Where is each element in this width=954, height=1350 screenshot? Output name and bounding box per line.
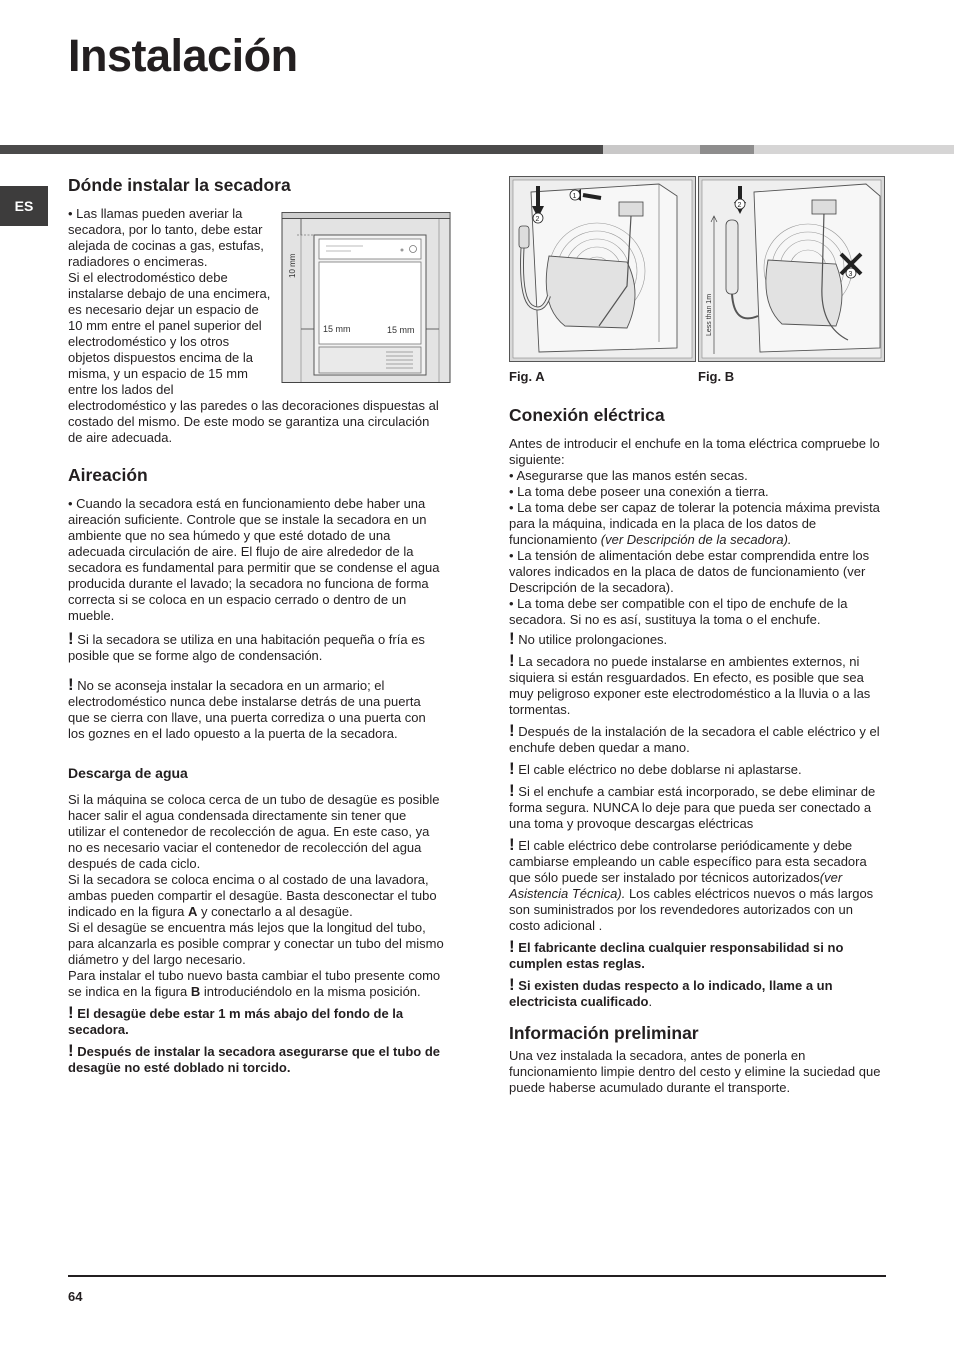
ventilation-paragraph-1: • Cuando la secadora está en funcionamiento debe haber una aireación suficiente. Controle que se instale la secadora en un ambiente que no sea húmedo y que esté dotado de una adecuada circulación de aire. El flujo de aire alrededor de la secadora es fundamental para permitir que se condense el agua producida durante el lavado; la secadora no funciona de forma correcta si se coloca en un espacio cerrado o dentro de un mueble. bbox=[68, 496, 440, 623]
warning-icon: ! bbox=[68, 675, 74, 694]
electrical-intro: Antes de introducir el enchufe en la toma eléctrica compruebe lo siguiente: bbox=[509, 436, 880, 467]
warning-text: Si la secadora se utiliza en una habitación pequeña o fría es posible que se forme algo de condensación. bbox=[68, 632, 425, 663]
electrical-warning-5 bbox=[509, 781, 887, 832]
footer-rule bbox=[68, 1275, 886, 1277]
drain-paragraph-3: Si el desagüe se encuentra más lejos que la longitud del tubo, para alcanzarla es posible comprar y conectar un tubo del mismo diámetro y del largo necesario. bbox=[68, 920, 444, 967]
section-heading-preliminary: Información preliminar bbox=[509, 1023, 699, 1043]
step-3-label: 3 bbox=[848, 271, 853, 278]
warning-icon: ! bbox=[509, 721, 515, 740]
warning-icon: ! bbox=[509, 759, 515, 778]
drain-paragraph-4: Para instalar el tubo nuevo basta cambiar el tubo presente como se indica en la figura B introduciéndolo en la misma posición. bbox=[68, 968, 441, 999]
label-right-gap: 15 mm bbox=[387, 325, 415, 335]
label-left-gap: 15 mm bbox=[323, 324, 351, 334]
warning-text: Después de la instalación de la secadora el cable eléctrico y el enchufe deben quedar a mano. bbox=[509, 724, 880, 755]
warning-text: No utilice prolongaciones. bbox=[518, 632, 668, 647]
step-2-label-b: 2 bbox=[737, 202, 742, 209]
electrical-warning-7 bbox=[509, 937, 887, 972]
electrical-warning-8: ! Si existen dudas respecto a lo indicado, llame a un electricista cualificado. bbox=[509, 975, 833, 1009]
drain-paragraph-1: Si la máquina se coloca cerca de un tubo de desagüe es posible hacer salir el agua condensada directamente sin tener que utilizar el contenedor de recolección de agua. En este caso, ya no es necesario vaciar el contenedor de recolección del agua después de cada ciclo. bbox=[68, 792, 440, 871]
page-number: 64 bbox=[68, 1289, 83, 1304]
right-column bbox=[509, 404, 887, 1096]
warning-text: El fabricante declina cualquier responsabilidad si no cumplen estas reglas. bbox=[509, 940, 844, 971]
electrical-warning-2 bbox=[509, 651, 887, 718]
warning-icon: ! bbox=[509, 975, 515, 994]
header-bar-light bbox=[754, 145, 954, 154]
warning-text: Si el enchufe a cambiar está incorporado, se debe eliminar de forma segura. NUNCA lo deje para que pueda ser conectado a una toma y provoque descargas eléctricas bbox=[509, 784, 876, 831]
figure-b bbox=[698, 176, 885, 362]
clearance-figure bbox=[281, 212, 451, 384]
section-heading-electrical: Conexión eléctrica bbox=[509, 405, 665, 425]
language-tab: ES bbox=[0, 186, 48, 226]
label-top-gap: 10 mm bbox=[288, 253, 297, 278]
drain-warning-2 bbox=[68, 1041, 445, 1076]
warning-text: Después de instalar la secadora asegurarse que el tubo de desagüe no esté doblado ni torcido. bbox=[68, 1044, 440, 1075]
warning-icon: ! bbox=[68, 1003, 74, 1022]
section-heading-where: Dónde instalar la secadora bbox=[68, 175, 291, 195]
step-2-label: 2 bbox=[535, 216, 540, 223]
electrical-bullet-5: • La toma debe ser compatible con el tipo de enchufe de la secadora. Si no es así, sustituya la toma o el enchufe. bbox=[509, 596, 848, 627]
section-heading-drain: Descarga de agua bbox=[68, 765, 188, 781]
electrical-bullet-3: • La toma debe ser capaz de tolerar la potencia máxima prevista para la máquina, indicada en la placa de los datos de funcionamiento (ver Descripción de la secadora). bbox=[509, 500, 880, 547]
less-than-label: Less than 1m bbox=[706, 293, 713, 336]
where-paragraph-2: Si el electrodoméstico debe instalarse debajo de una encimera, es necesario dejar un espacio de 10 mm entre el panel superior del electrodoméstico y los otros objetos dispuestos encima de la misma, y un espacio de 15 mm entre los lados del electrodoméstico y las paredes o las decoraciones dispuestas al costado del mismo. De este modo se garantiza una circulación de aire adecuada. bbox=[68, 270, 439, 445]
drain-warning-1 bbox=[68, 1003, 445, 1038]
warning-icon: ! bbox=[68, 629, 74, 648]
electrical-warning-1 bbox=[509, 629, 887, 648]
ventilation-warning-2 bbox=[68, 675, 445, 742]
electrical-bullet-4: • La tensión de alimentación debe estar comprendida entre los valores indicados en la placa de datos de funcionamiento (ver Descripción de la secadora). bbox=[509, 548, 870, 595]
figure-a bbox=[509, 176, 696, 362]
page-title: Instalación bbox=[68, 30, 298, 81]
electrical-warning-6: ! El cable eléctrico debe controlarse periódicamente y debe cambiarse empleando un cable específico para esta secadora que sólo puede ser instalado por técnicos autorizados(ver Asistencia Técnica). Los cables eléctricos nuevos o más largos son suministrados por los revendedores autorizados con un costo adicional . bbox=[509, 835, 874, 933]
header-bar-mid-2 bbox=[700, 145, 754, 154]
electrical-warning-4 bbox=[509, 759, 887, 778]
step-1-label: 1 bbox=[572, 193, 577, 200]
header-bar-dark bbox=[0, 145, 603, 154]
warning-text: No se aconseja instalar la secadora en un armario; el electrodoméstico nunca debe instalarse detrás de una puerta que se cierra con llave, una puerta corrediza o una puerta con los goznes en el lado opuesto a la puerta de la secadora. bbox=[68, 678, 426, 741]
left-column bbox=[68, 174, 445, 1082]
figure-b-caption: Fig. B bbox=[698, 369, 735, 384]
warning-icon: ! bbox=[509, 651, 515, 670]
ventilation-warning-1 bbox=[68, 629, 445, 664]
warning-text: La secadora no puede instalarse en ambientes externos, ni siquiera si están resguardados. En efecto, es posible que sea muy peligroso exponer este electrodoméstico a la lluvia o a las tormentas. bbox=[509, 654, 871, 717]
electrical-bullet-1: • Asegurarse que las manos estén secas. bbox=[509, 468, 748, 483]
warning-icon: ! bbox=[509, 937, 515, 956]
warning-text: El desagüe debe estar 1 m más abajo del fondo de la secadora. bbox=[68, 1006, 404, 1037]
section-heading-ventilation: Aireación bbox=[68, 465, 148, 485]
electrical-bullet-2: • La toma debe poseer una conexión a tierra. bbox=[509, 484, 769, 499]
warning-icon: ! bbox=[68, 1041, 74, 1060]
preliminary-paragraph: Una vez instalada la secadora, antes de ponerla en funcionamiento limpie dentro del cesto y elimine la suciedad que puede haberse acumulado durante el transporte. bbox=[509, 1048, 881, 1095]
warning-icon: ! bbox=[509, 835, 515, 854]
where-paragraph-1: • Las llamas pueden averiar la secadora, por lo tanto, debe estar alejada de cocinas a gas, estufas, radiadores o encimeras. bbox=[68, 206, 264, 269]
warning-text: El cable eléctrico no debe doblarse ni aplastarse. bbox=[518, 762, 802, 777]
header-bar-mid-1 bbox=[603, 145, 700, 154]
figure-a-caption: Fig. A bbox=[509, 369, 545, 384]
warning-icon: ! bbox=[509, 629, 515, 648]
drain-paragraph-2: Si la secadora se coloca encima o al costado de una lavadora, ambas pueden compartir el desagüe. Basta desconectar el tubo indicado en la figura A y conectarlo a al desagüe. bbox=[68, 872, 437, 919]
electrical-warning-3 bbox=[509, 721, 887, 756]
warning-icon: ! bbox=[509, 781, 515, 800]
